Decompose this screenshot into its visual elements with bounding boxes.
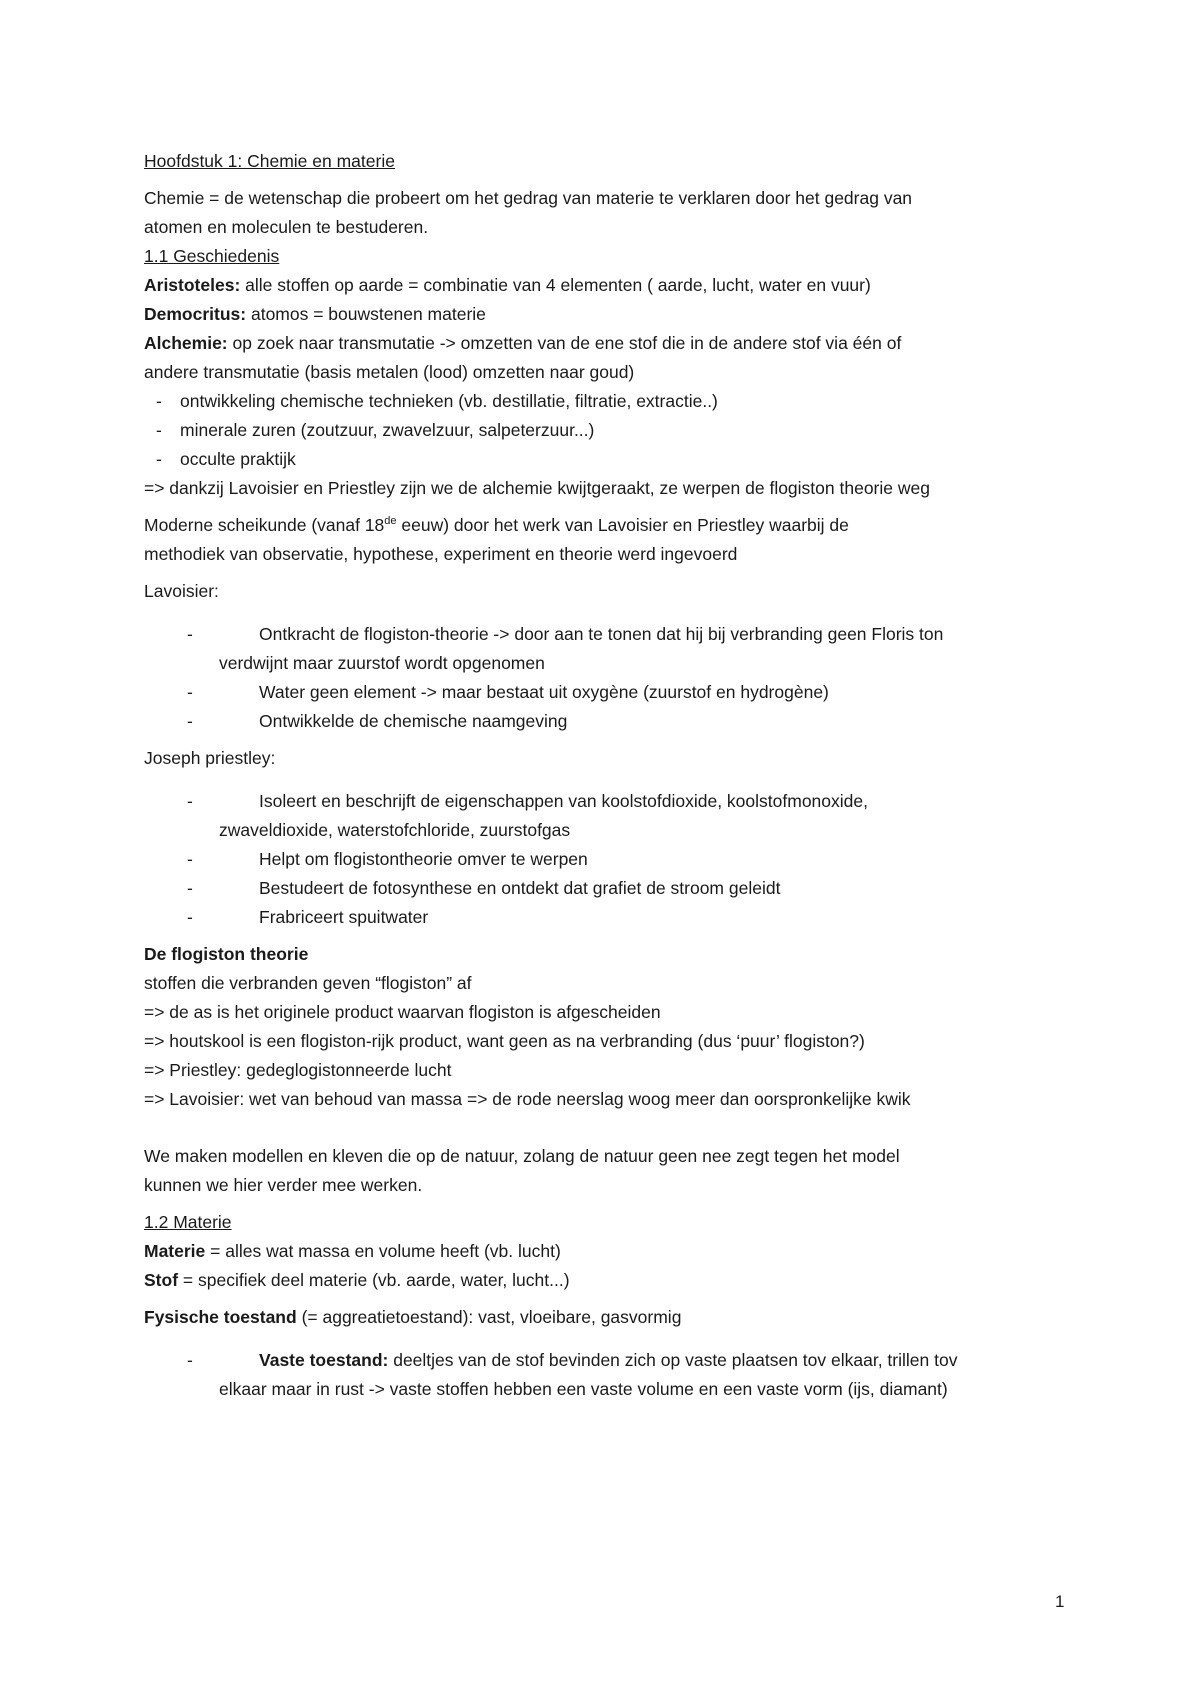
materie-line: Materie = alles wat massa en volume heeft (vb. lucht): [144, 1241, 561, 1261]
list-item: - ontwikkeling chemische technieken (vb. destillatie, filtratie, extractie..): [156, 391, 718, 411]
modern-line-2: methodiek van observatie, hypothese, experiment en theorie werd ingevoerd: [144, 544, 738, 564]
flogiston-line: => de as is het originele product waarvan flogiston is afgescheiden: [144, 1002, 661, 1022]
list-item: - Ontwikkelde de chemische naamgeving: [187, 711, 568, 731]
list-item: - Bestudeert de fotosynthese en ontdekt dat grafiet de stroom geleidt: [187, 878, 781, 898]
intro-line-2: atomen en moleculen te bestuderen.: [144, 217, 429, 237]
list-item: - Water geen element -> maar bestaat uit oxygène (zuurstof en hydrogène): [187, 682, 829, 702]
list-item-continuation: verdwijnt maar zuurstof wordt opgenomen: [219, 653, 545, 673]
democritus-line: Democritus: atomos = bouwstenen materie: [144, 304, 486, 324]
flogiston-title: De flogiston theorie: [144, 944, 309, 964]
list-item: - Isoleert en beschrijft de eigenschappen van koolstofdioxide, koolstofmonoxide,: [187, 791, 868, 811]
section-title-materie: 1.2 Materie: [144, 1212, 232, 1232]
alchemie-line: Alchemie: op zoek naar transmutatie -> omzetten van de ene stof die in de andere stof via één of: [144, 333, 902, 353]
models-line-1: We maken modellen en kleven die op de natuur, zolang de natuur geen nee zegt tegen het model: [144, 1146, 900, 1166]
flogiston-line: stoffen die verbranden geven “flogiston” af: [144, 973, 472, 993]
list-item-continuation: elkaar maar in rust -> vaste stoffen hebben een vaste volume en een vaste vorm (ijs, diamant): [219, 1379, 948, 1399]
list-item-continuation: zwaveldioxide, waterstofchloride, zuurstofgas: [219, 820, 571, 840]
list-item: - minerale zuren (zoutzuur, zwavelzuur, salpeterzuur...): [156, 420, 595, 440]
section-title-geschiedenis: 1.1 Geschiedenis: [144, 246, 280, 266]
document-page: [144, 147, 1064, 1404]
list-item: - Vaste toestand: deeltjes van de stof bevinden zich op vaste plaatsen tov elkaar, trillen tov: [187, 1350, 958, 1370]
modern-line-1: Moderne scheikunde (vanaf 18de eeuw) door het werk van Lavoisier en Priestley waarbij de: [144, 515, 849, 535]
list-item: - Helpt om flogistontheorie omver te werpen: [187, 849, 588, 869]
stof-line: Stof = specifiek deel materie (vb. aarde, water, lucht...): [144, 1270, 570, 1290]
list-item: - Ontkracht de flogiston-theorie -> door aan te tonen dat hij bij verbranding geen Floris ton: [187, 624, 944, 644]
priestley-title: Joseph priestley:: [144, 748, 276, 768]
flogiston-line: => houtskool is een flogiston-rijk product, want geen as na verbranding (dus ‘puur’ flogiston?): [144, 1031, 865, 1051]
lavoisier-title: Lavoisier:: [144, 581, 219, 601]
conclusion-line: => dankzij Lavoisier en Priestley zijn we de alchemie kwijtgeraakt, ze werpen de flogiston theorie weg: [144, 478, 930, 498]
alchemie-line-2: andere transmutatie (basis metalen (lood) omzetten naar goud): [144, 362, 635, 382]
aristoteles-line: Aristoteles: alle stoffen op aarde = combinatie van 4 elementen ( aarde, lucht, water en vuur): [144, 275, 871, 295]
flogiston-line: => Priestley: gedeglogistonneerde lucht: [144, 1060, 452, 1080]
list-item: - Frabriceert spuitwater: [187, 907, 429, 927]
models-line-2: kunnen we hier verder mee werken.: [144, 1175, 423, 1195]
page-number: 1: [1055, 1592, 1065, 1611]
flogiston-line: => Lavoisier: wet van behoud van massa => de rode neerslag woog meer dan oorspronkelijke kwik: [144, 1089, 911, 1109]
list-item: - occulte praktijk: [156, 449, 296, 469]
intro-line-1: Chemie = de wetenschap die probeert om het gedrag van materie te verklaren door het gedrag van: [144, 188, 913, 208]
fysisch-line: Fysische toestand (= aggreatietoestand): vast, vloeibare, gasvormig: [144, 1307, 682, 1327]
chapter-heading: Hoofdstuk 1: Chemie en materie: [144, 151, 395, 171]
